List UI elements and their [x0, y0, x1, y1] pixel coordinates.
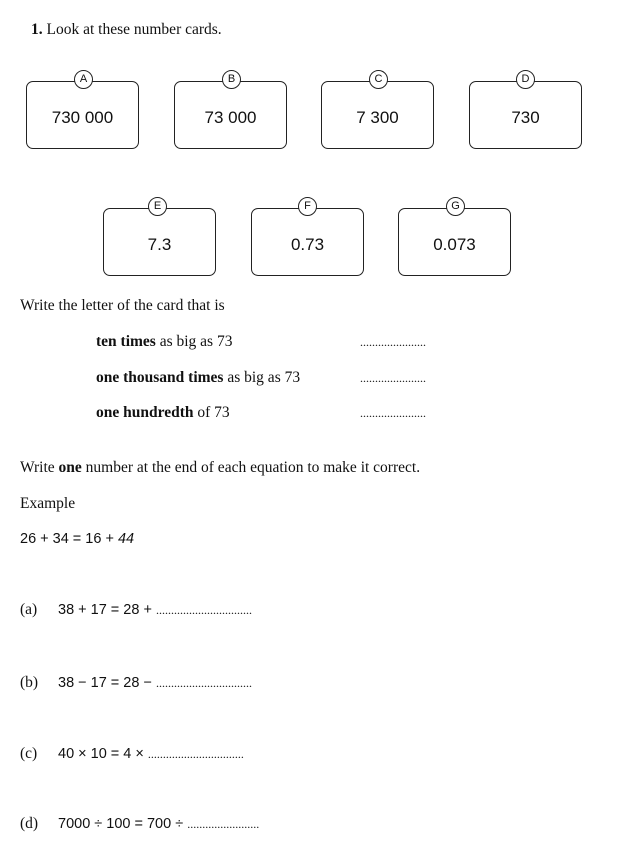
row-bold-text: one hundredth: [96, 404, 194, 421]
question-number: 1.: [31, 21, 43, 38]
part2-instruction: [20, 459, 420, 477]
card-e: [103, 208, 216, 276]
answer-blank[interactable]: ......................: [360, 371, 426, 385]
equation-text: 40 × 10 = 4 ×: [58, 746, 148, 762]
card-letter-badge: C: [369, 70, 388, 89]
equation-label: (a): [20, 601, 38, 618]
instruction-bold: one: [58, 459, 82, 476]
question-header: [31, 21, 222, 39]
row-text: as big as 73: [155, 333, 233, 350]
example-equation-text: 26 + 34 = 16 +: [20, 531, 118, 547]
row-bold-text: ten times: [96, 333, 156, 350]
card-letter-badge: D: [516, 70, 535, 89]
equation-text: 7000 ÷ 100 = 700 ÷: [58, 816, 188, 832]
answer-blank[interactable]: ................................: [147, 747, 244, 761]
equation-label: (d): [20, 815, 39, 832]
answer-blank[interactable]: ......................: [360, 335, 426, 349]
part1-row: [96, 333, 232, 351]
equation-text: 38 + 17 = 28 +: [58, 602, 156, 618]
part1-instruction: Write the letter of the card that is: [20, 297, 225, 314]
card-b: [174, 81, 287, 149]
equation-b: [58, 675, 252, 691]
card-letter-badge: E: [148, 197, 167, 216]
card-a: [26, 81, 139, 149]
row-text: of 73: [193, 404, 230, 421]
equation-d: [58, 816, 259, 832]
equation-label: (c): [20, 745, 38, 762]
card-value: 73 000: [204, 108, 257, 127]
instruction-pre: Write: [20, 459, 59, 476]
part1-row: [96, 369, 300, 387]
card-value: 7 300: [356, 108, 399, 127]
part1-row: [96, 404, 230, 422]
equation-text: 38 − 17 = 28 −: [58, 675, 156, 691]
card-value: 0.073: [433, 235, 476, 254]
card-value: 0.73: [290, 235, 325, 254]
card-letter-badge: A: [74, 70, 93, 89]
card-f: [251, 208, 364, 276]
card-letter-badge: B: [222, 70, 241, 89]
answer-blank[interactable]: ................................: [155, 603, 252, 617]
card-g: [398, 208, 511, 276]
instruction-post: number at the end of each equation to make it correct.: [81, 459, 421, 476]
card-letter-badge: F: [298, 197, 317, 216]
card-value: 730 000: [51, 108, 114, 127]
row-text: as big as 73: [223, 369, 301, 386]
answer-blank[interactable]: ......................: [360, 406, 426, 420]
question-intro: Look at these number cards.: [46, 21, 222, 38]
card-value: 730: [511, 108, 540, 127]
example-answer: 44: [117, 531, 135, 547]
row-bold-text: one thousand times: [96, 369, 224, 386]
card-value: 7.3: [147, 235, 172, 254]
answer-blank[interactable]: ................................: [155, 676, 252, 690]
answer-blank[interactable]: ........................: [187, 817, 260, 831]
card-letter-badge: G: [446, 197, 465, 216]
equation-a: [58, 602, 252, 618]
card-d: [469, 81, 582, 149]
equation-c: [58, 746, 244, 762]
example-label: Example: [20, 495, 76, 512]
card-c: [321, 81, 434, 149]
equation-label: (b): [20, 674, 39, 691]
example-equation: [20, 531, 134, 547]
